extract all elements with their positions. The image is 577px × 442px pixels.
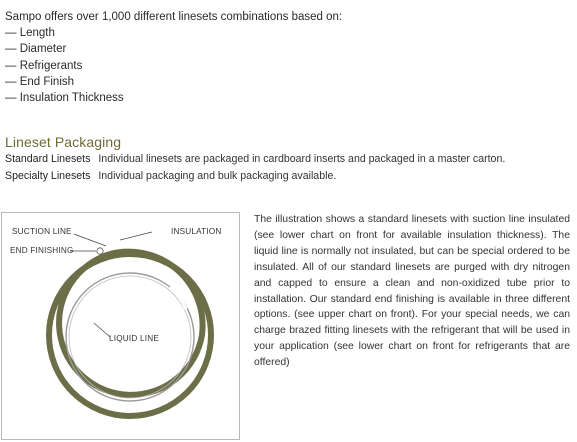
list-item: — End Finish [5,75,75,88]
lineset-illustration [1,212,240,440]
packaging-desc: Individual linesets are packaged in cardboard inserts and packaged in a master carton. [98,153,506,165]
packaging-term: Standard Linesets [5,153,91,165]
intro-section [5,9,342,106]
options-list [5,25,342,106]
packaging-term: Specialty Linesets [5,170,91,182]
liquid-line-end [170,287,186,309]
label-insulation: INSULATION [171,227,222,236]
list-item: — Length [5,27,55,40]
label-liquid-line: LIQUID LINE [109,334,159,343]
list-item: — Refrigerants [5,59,83,72]
suction-line-cap [97,248,103,254]
intro-lead: Sampo offers over 1,000 different linesets combinations based on: [5,11,343,23]
packaging-list [5,151,505,185]
leader-insulation [120,232,152,240]
packaging-desc: Individual packaging and bulk packaging available. [98,170,337,182]
list-item: — Insulation Thickness [5,92,124,105]
leader-suction [74,234,106,246]
illustration-description: The illustration shows a standard linesets with suction line insulated (see lower chart on front for available insulation thickness). The liquid line is normally not insulated, but can be special ordered to be insulated. All of our standard linesets are purged with dry nitrogen and capped to ensure a clean and non-oxidized tube prior to installation. Our standard end finishing is available in three different options. (see upper chart on front). For your special needs, we can charge brazed fitting linesets with the refrigerant that will be used in your application (see lower chart on front for refrigerants that are offered) [254,214,570,369]
list-item: — Diameter [5,43,67,56]
packaging-title: Lineset Packaging [5,134,122,150]
label-end-finishing: END FINISHING [10,246,74,255]
leader-liquid [94,323,110,337]
packaging-row-standard [5,151,505,168]
packaging-row-specialty [5,168,505,185]
label-suction-line: SUCTION LINE [12,227,72,236]
